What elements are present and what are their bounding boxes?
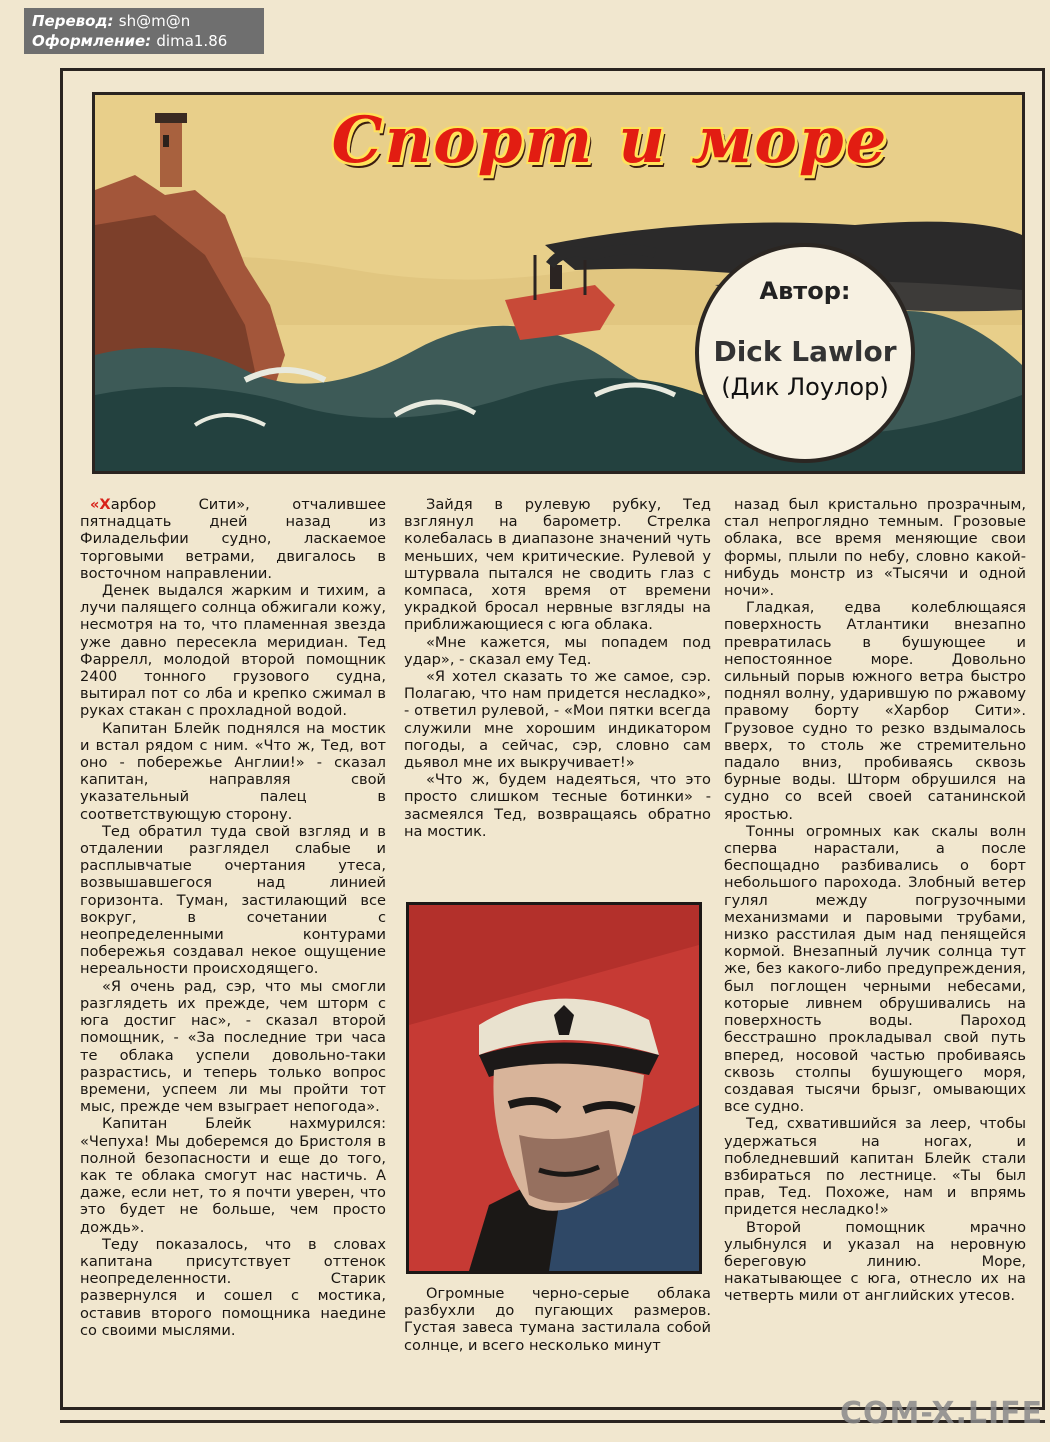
story-title: Спорт и море xyxy=(331,103,889,178)
text-column-1 xyxy=(80,496,386,1339)
site-watermark: COM-X.LIFE xyxy=(840,1396,1044,1431)
text-column-2 xyxy=(404,496,711,840)
author-name-ru: (Дик Лоулор) xyxy=(721,373,889,401)
title-banner xyxy=(92,92,1025,474)
paragraph: Денек выдался жарким и тихим, а лучи палящего солнца обжигали кожу, несмотря на то, что пламенная звезда уже давно пересекла меридиан. Тед Фаррелл, молодой второй помощник 2400 тонного грузового судна, вытирал пот со лба и крепко сжимал в руках стакан с прохладной водой. xyxy=(80,582,386,720)
paragraph: «Что ж, будем надеяться, что это просто слишком тесные ботинки» - засмеялся Тед, возвращаясь обратно на мостик. xyxy=(404,771,711,840)
drop-cap: «Х xyxy=(90,496,111,513)
translation-value: sh@m@n xyxy=(118,12,191,30)
text-column-2-continued xyxy=(404,1285,711,1354)
author-badge xyxy=(695,243,915,463)
translation-label: Перевод: xyxy=(32,12,114,30)
paragraph: Второй помощник мрачно улыбнулся и указал на неровную береговую линию. Море, накатывающее с юга, отнесло их на четверть мили от английских утесов. xyxy=(724,1218,1026,1305)
paragraph: Тонны огромных как скалы волн сперва нарастали, а после беспощадно разбивались о борт небольшого парохода. Злобный ветер гулял между погрузочными механизмами и паровыми трубами, низко расстилая дым над пенящейся кормой. Внезапный лучик солнца тут же, без какого-либо предупреждения, был поглощен черными небесами, которые ливнем обрушивались на поверхность воды. Пароход бесстрашно прокладывал свой путь вперед, носовой частью пробиваясь сквозь столпы бушующего моря, создавая тысячи брызг, омывающих все судно. xyxy=(724,822,1026,1116)
translation-credits xyxy=(24,8,264,54)
design-value: dima1.86 xyxy=(156,32,228,50)
paragraph: «Я хотел сказать то же самое, сэр. Полагаю, что нам придется несладко», - ответил рулевой, - «Мои пятки всегда служили мне хорошим индикатором погоды, а сейчас, сэр, словно сам дьявол мне их выкручивает!» xyxy=(404,668,711,772)
paragraph: назад был кристально прозрачным, стал непроглядно темным. Грозовые облака, все время меняющие свои формы, плыли по небу, словно какой-нибудь монстр из «Тысячи и одной ночи». xyxy=(724,496,1026,600)
author-label: Автор: xyxy=(759,277,851,305)
paragraph: Теду показалось, что в словах капитана присутствует оттенок неопределенности. Старик развернулся и сошел с мостика, оставив второго помощника наедине со своими мыслями. xyxy=(80,1235,386,1339)
paragraph: Зайдя в рулевую рубку, Тед взглянул на барометр. Стрелка колебалась в диапазоне значений чуть меньших, чем критические. Рулевой у штурвала пытался не сводить глаз с компаса, хотя время от времени украдкой бросал нервные взгляды на приближающиеся с юга облака. xyxy=(404,496,711,634)
paragraph: Капитан Блейк нахмурился: «Чепуха! Мы доберемся до Бристоля в полной безопасности и еще до того, как те облака смогут нас настичь. А даже, если нет, то я почти уверен, что это будет не больше, чем просто дождь». xyxy=(80,1115,386,1236)
paragraph: Тед обратил туда свой взгляд и в отдалении разглядел слабые и расплывчатые очертания утеса, возвышавшегося над линией горизонта. Туман, застилающий все вокруг, в сочетании с неопределенными контурами побережья создавал некое ощущение нереальности происходящего. xyxy=(80,822,386,978)
paragraph: Капитан Блейк поднялся на мостик и встал рядом с ним. «Что ж, Тед, вот оно - побережье Англии!» - сказал капитан, направляя свой указательный палец в соответствующую сторону. xyxy=(80,719,386,823)
paragraph: «Харбор Сити», отчалившее пятнадцать дней назад из Филадельфии судно, ласкаемое торговыми ветрами, двигалось в восточном направлении. xyxy=(80,496,386,582)
author-name: Dick Lawlor xyxy=(713,335,897,368)
design-label: Оформление: xyxy=(32,32,152,50)
paragraph: Огромные черно-серые облака разбухли до пугающих размеров. Густая завеса тумана застилала собой солнце, и всего несколько минут xyxy=(404,1285,711,1354)
sailor-portrait-illustration xyxy=(406,902,702,1274)
paragraph: Гладкая, едва колеблющаяся поверхность Атлантики внезапно превратилась в бушующее и непостоянное море. Довольно сильный порыв южного ветра быстро поднял волну, ударившую по ржавому правому борту «Харбор Сити». Грузовое судно то резко вздымалось вверх, то столь же стремительно падало вниз, пробиваясь сквозь бурные воды. Шторм обрушился на судно со всей своей сатанинской яростью. xyxy=(724,599,1026,823)
text-column-3 xyxy=(724,496,1026,1305)
paragraph: «Я очень рад, сэр, что мы смогли разглядеть их прежде, чем шторм с юга достиг нас», - сказал второй помощник, - «За последние три часа те облака успели довольно-таки разрастись, и теперь только вопрос времени, успеем ли мы пройти тот мыс, прежде чем взыграет непогода». xyxy=(80,977,386,1116)
paragraph: «Мне кажется, мы попадем под удар», - сказал ему Тед. xyxy=(404,633,711,668)
paragraph: Тед, схватившийся за леер, чтобы удержаться на ногах, и побледневший капитан Блейк стали взбираться по лестнице. «Ты был прав, Тед. Похоже, нам и впрямь придется несладко!» xyxy=(724,1115,1026,1219)
